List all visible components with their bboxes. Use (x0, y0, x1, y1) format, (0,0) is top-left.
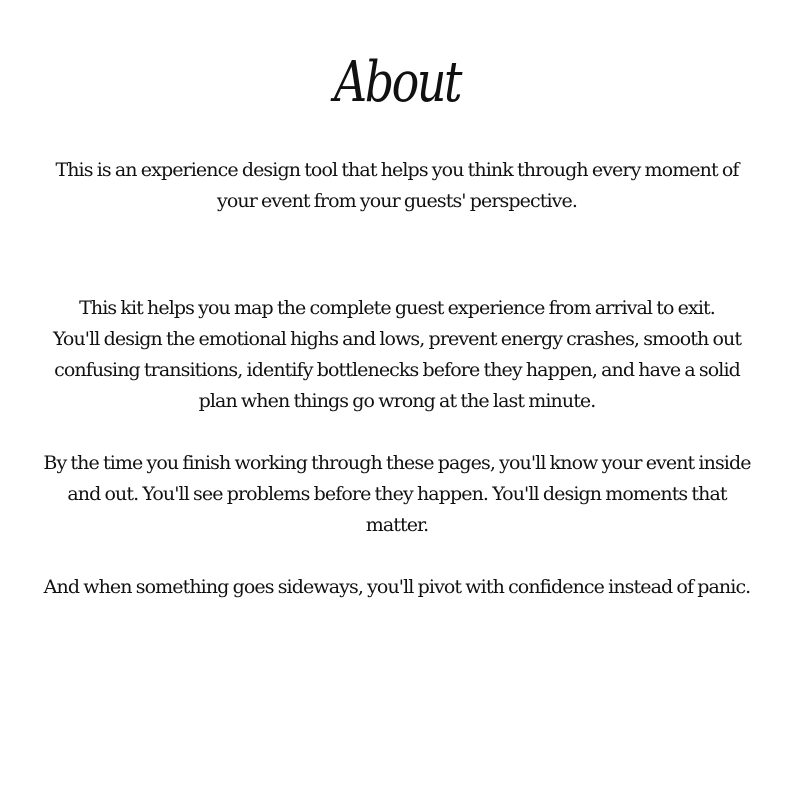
sideways-paragraph: And when something goes sideways, you'll pivot with confidence instead of panic. (43, 576, 751, 598)
finish-paragraph: By the time you finish working through these pages, you'll know your event inside and out. You'll see problems before they happen. You'll design moments that matter. (43, 452, 751, 536)
page-title: About (334, 50, 460, 115)
about-body (40, 155, 754, 603)
intro-paragraph: This is an experience design tool that helps you think through every moment of your event from your guests' perspective. (55, 159, 739, 212)
design-paragraph: You'll design the emotional highs and lows, prevent energy crashes, smooth out confusing transitions, identify bottlenecks before they happen, and have a solid plan when things go wrong at the last minute. (52, 328, 742, 412)
kit-paragraph: This kit helps you map the complete guest experience from arrival to exit. (79, 297, 715, 319)
